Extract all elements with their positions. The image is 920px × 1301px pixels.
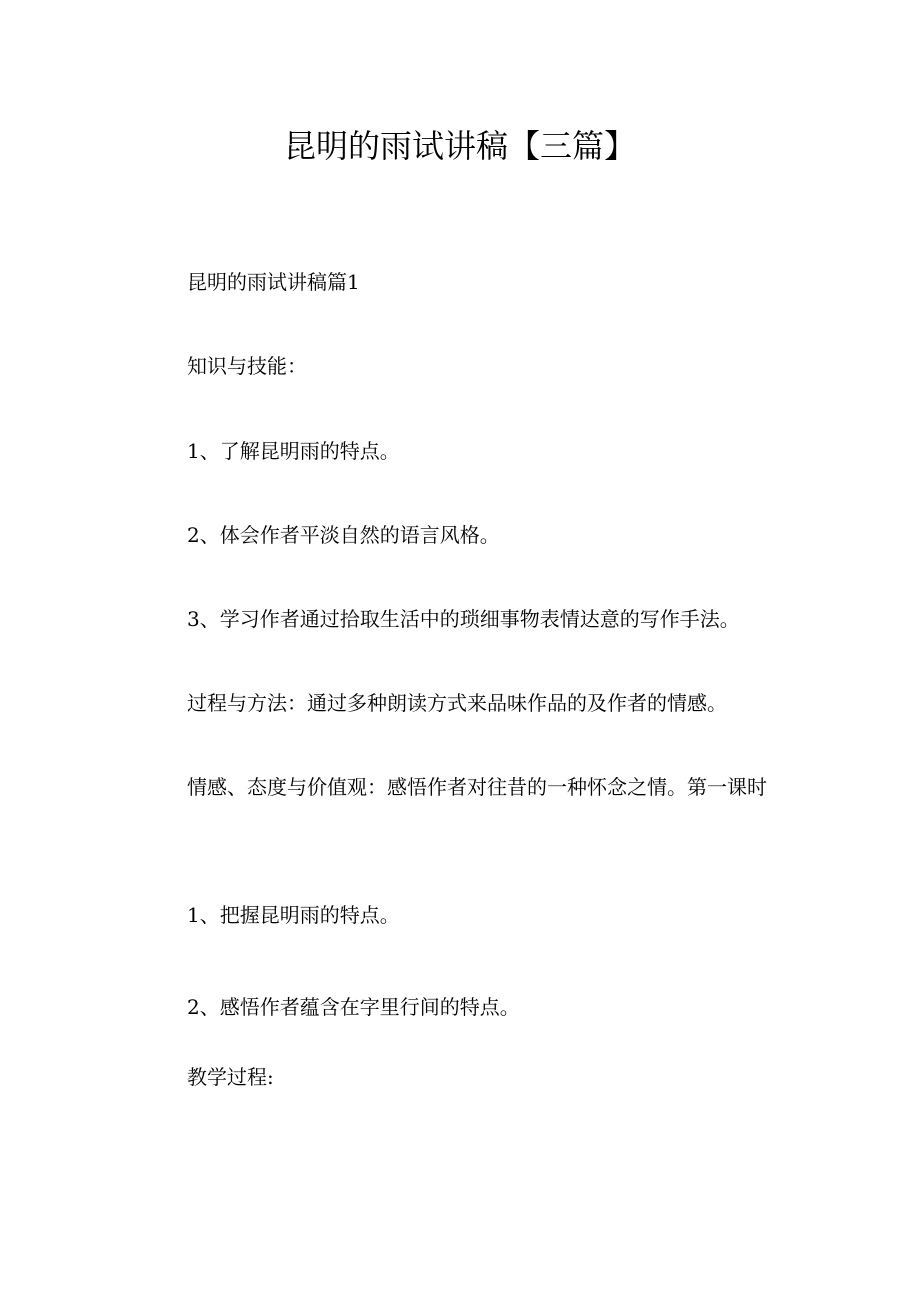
- paragraph: 情感、态度与价值观：感悟作者对往昔的一种怀念之情。第一课时: [187, 775, 767, 799]
- document-title: 昆明的雨试讲稿【三篇】: [283, 127, 636, 165]
- paragraph: 2、感悟作者蕴含在字里行间的特点。: [187, 995, 520, 1019]
- paragraph: 3、学习作者通过拾取生活中的琐细事物表情达意的写作手法。: [187, 607, 740, 631]
- paragraph: 教学过程:: [187, 1065, 274, 1089]
- paragraph: 1、把握昆明雨的特点。: [187, 903, 400, 927]
- paragraph: 2、体会作者平淡自然的语言风格。: [187, 523, 500, 547]
- paragraph: 1、了解昆明雨的特点。: [187, 439, 400, 463]
- section-heading: 昆明的雨试讲稿篇1: [187, 270, 360, 294]
- paragraph: 知识与技能：: [187, 354, 307, 378]
- paragraph: 过程与方法：通过多种朗读方式来品味作品的及作者的情感。: [187, 691, 727, 715]
